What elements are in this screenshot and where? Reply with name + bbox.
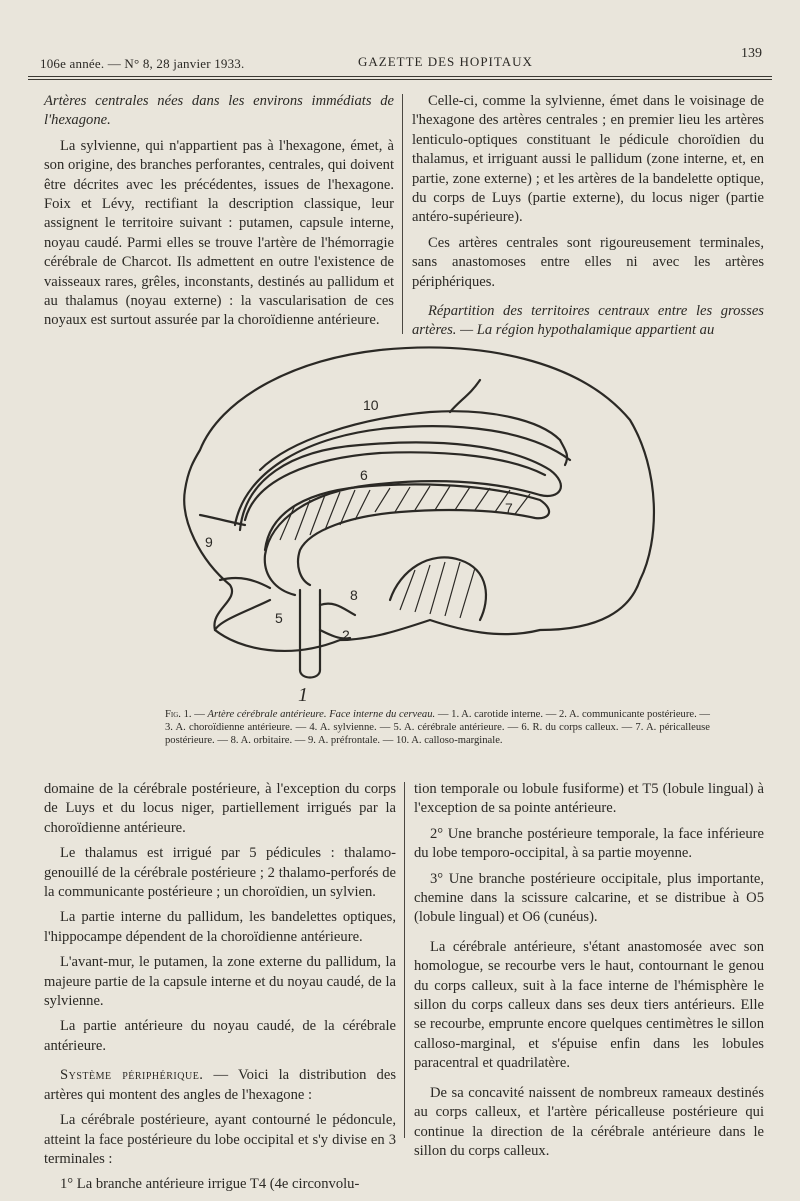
caption-title: Artère cérébrale antérieure. Face interne du cerveau. — [207, 709, 436, 720]
journal-title: GAZETTE DES HOPITAUX — [358, 54, 533, 69]
paragraph: Celle-ci, comme la sylvienne, émet dans le voisinage de l'hexagone des artères centrales ; en premier lieu les artères lenticulo-optiques constituant le pédicule choroïdien du thalamus, et irriguant aussi le pallidum (zone interne, et, en partie, zone externe) ; et les artères de la bandelette optique, du corps de Luys (partie externe), du locus niger (partie antéro-supérieure). — [412, 93, 764, 226]
paragraph: La partie interne du pallidum, les bandelettes optiques, l'hippocampe dépendent de la choroïdienne antérieure. — [44, 909, 396, 945]
section-title: Système périphérique. — [60, 1067, 204, 1084]
figure-number: 1 — [298, 684, 308, 706]
figure-label-6: 6 — [360, 467, 368, 483]
figure-label-7: 7 — [505, 500, 513, 516]
column-rule — [402, 94, 403, 334]
carotid-artery — [300, 590, 320, 670]
right-column-bottom — [414, 780, 764, 1167]
section-intro: — Voici la distribution des artères qui montent des angles de l'hexagone : — [44, 1067, 397, 1103]
brain-diagram — [160, 340, 660, 680]
paragraph: L'avant-mur, le putamen, la zone externe du pallidum, la majeure partie de la capsule interne et du noyau caudé, de la sylvienne. — [44, 954, 396, 1010]
paragraph: La partie antérieure du noyau caudé, de la cérébrale antérieure. — [44, 1018, 396, 1054]
caption-text: — 1. A. carotide interne. — 2. A. communicante postérieure. — 3. A. choroïdienne antérieure. — 4. A. sylvienne. — 5. A. cérébrale antérieure. — 6. R. du corps calleux. — 7. A. péricalleuse postérieure. — 8. A. orbitaire. — 9. A. préfrontale. — 10. A. calloso-marginale. — [165, 709, 711, 746]
paragraph: Répartition des territoires centraux entre les grosses artères. — La région hypothalamique appartient au — [412, 303, 764, 339]
caption-label: Fig. 1. — — [165, 709, 205, 720]
column-rule — [404, 782, 405, 1138]
section-paragraph — [44, 1066, 396, 1105]
header-rule — [28, 76, 772, 77]
figure-label-2: 2 — [342, 627, 350, 643]
paragraph: Le thalamus est irrigué par 5 pédicules : thalamo-genouillé de la cérébrale postérieure ; 2 thalamo-perforés de la communicante postérieure ; un choroïdien, un sylvien. — [44, 845, 396, 901]
paragraph: La cérébrale antérieure, s'étant anastomosée avec son homologue, se recourbe vers le haut, contournant le genou du corps calleux, suit à la face interne de l'hémisphère le sillon du corps calleux dans ses deux tiers antérieurs. Elle se recourbe, emprunte encore quelques centimètres le sillon calloso-marginal, et s'épuise enfin dans les lobules paracentral et quadrilatère. — [414, 938, 764, 1072]
sylvian-branch — [320, 604, 355, 615]
paragraph: De sa concavité naissent de nombreux rameaux destinés au corps calleux, et l'artère péricalleuse postérieure qui continue la direction de la cérébrale antérieure dans le sillon du corps calleux. — [414, 1084, 764, 1159]
paragraph: La sylvienne, qui n'appartient pas à l'hexagone, émet, à son origine, des branches perforantes, centrales, qui doivent être décrites avec les précédentes, issues de l'hexagone. Foix et Lévy, rectifiant la description classique, leur assignent le territoire suivant : putamen, capsule interne, noyau caudé. Parmi elles se trouve l'artère de l'hémorragie cérébrale de Charcot. Ils admettent en outre l'existence de vaisseaux rares, grêles, inconstants, destinés au pallidum et au thalamus (noyau externe) : la vascularisation de ces noyaux est surtout assurée par la choroïdienne antérieure. — [44, 137, 394, 329]
section-heading: Artères centrales nées dans les environs immédiats de l'hexagone. — [44, 93, 394, 129]
corpus-callosum-outer — [240, 442, 561, 595]
header-rule-2 — [28, 79, 772, 80]
figure-caption — [165, 708, 710, 747]
figure-label-5: 5 — [275, 610, 283, 626]
paragraph: tion temporale ou lobule fusiforme) et T5 (lobule lingual) à l'exception de sa pointe antérieure. — [414, 781, 764, 817]
calloso-marginal-artery — [260, 411, 560, 470]
branch-top — [450, 380, 480, 412]
thalamus-contour — [390, 557, 486, 620]
figure-label-9: 9 — [205, 534, 213, 550]
branch-right — [560, 440, 567, 465]
carotid-bulb — [300, 670, 320, 678]
temporal-lobe — [215, 600, 270, 630]
paragraph: 3° Une branche postérieure occipitale, plus importante, chemine dans la scissure calcarine, et se distribue à O5 (lobule lingual) et O6 (cunéus). — [414, 870, 764, 926]
left-column-top — [44, 92, 394, 337]
paragraph: La cérébrale postérieure, ayant contourné le pédoncule, atteint la face postérieure du lobe occipital et s'y divise en 3 terminales : — [44, 1112, 396, 1167]
prefrontal-artery — [200, 515, 245, 525]
figure-label-8: 8 — [350, 587, 358, 603]
figure-label-10: 10 — [363, 397, 379, 413]
left-column-bottom — [44, 780, 396, 1201]
issue-line: 106e année. — N° 8, 28 janvier 1933. — [40, 56, 245, 71]
page-number: 139 — [741, 46, 762, 61]
page-header — [40, 46, 762, 76]
paragraph: 2° Une branche postérieure temporale, la face inférieure du lobe temporo-occipital, à sa partie moyenne. — [414, 825, 764, 862]
paragraph: Ces artères centrales sont rigoureusement terminales, sans anastomoses entre elles ni avec les artères périphériques. — [412, 234, 764, 290]
right-column-top — [412, 92, 764, 347]
paragraph: 1° La branche antérieure irrigue T4 (4e circonvolu- — [60, 1176, 360, 1193]
paragraph: domaine de la cérébrale postérieure, à l'exception du corps de Luys et du locus niger, partiellement irrigués par la choroïdienne antérieure. — [44, 781, 396, 836]
